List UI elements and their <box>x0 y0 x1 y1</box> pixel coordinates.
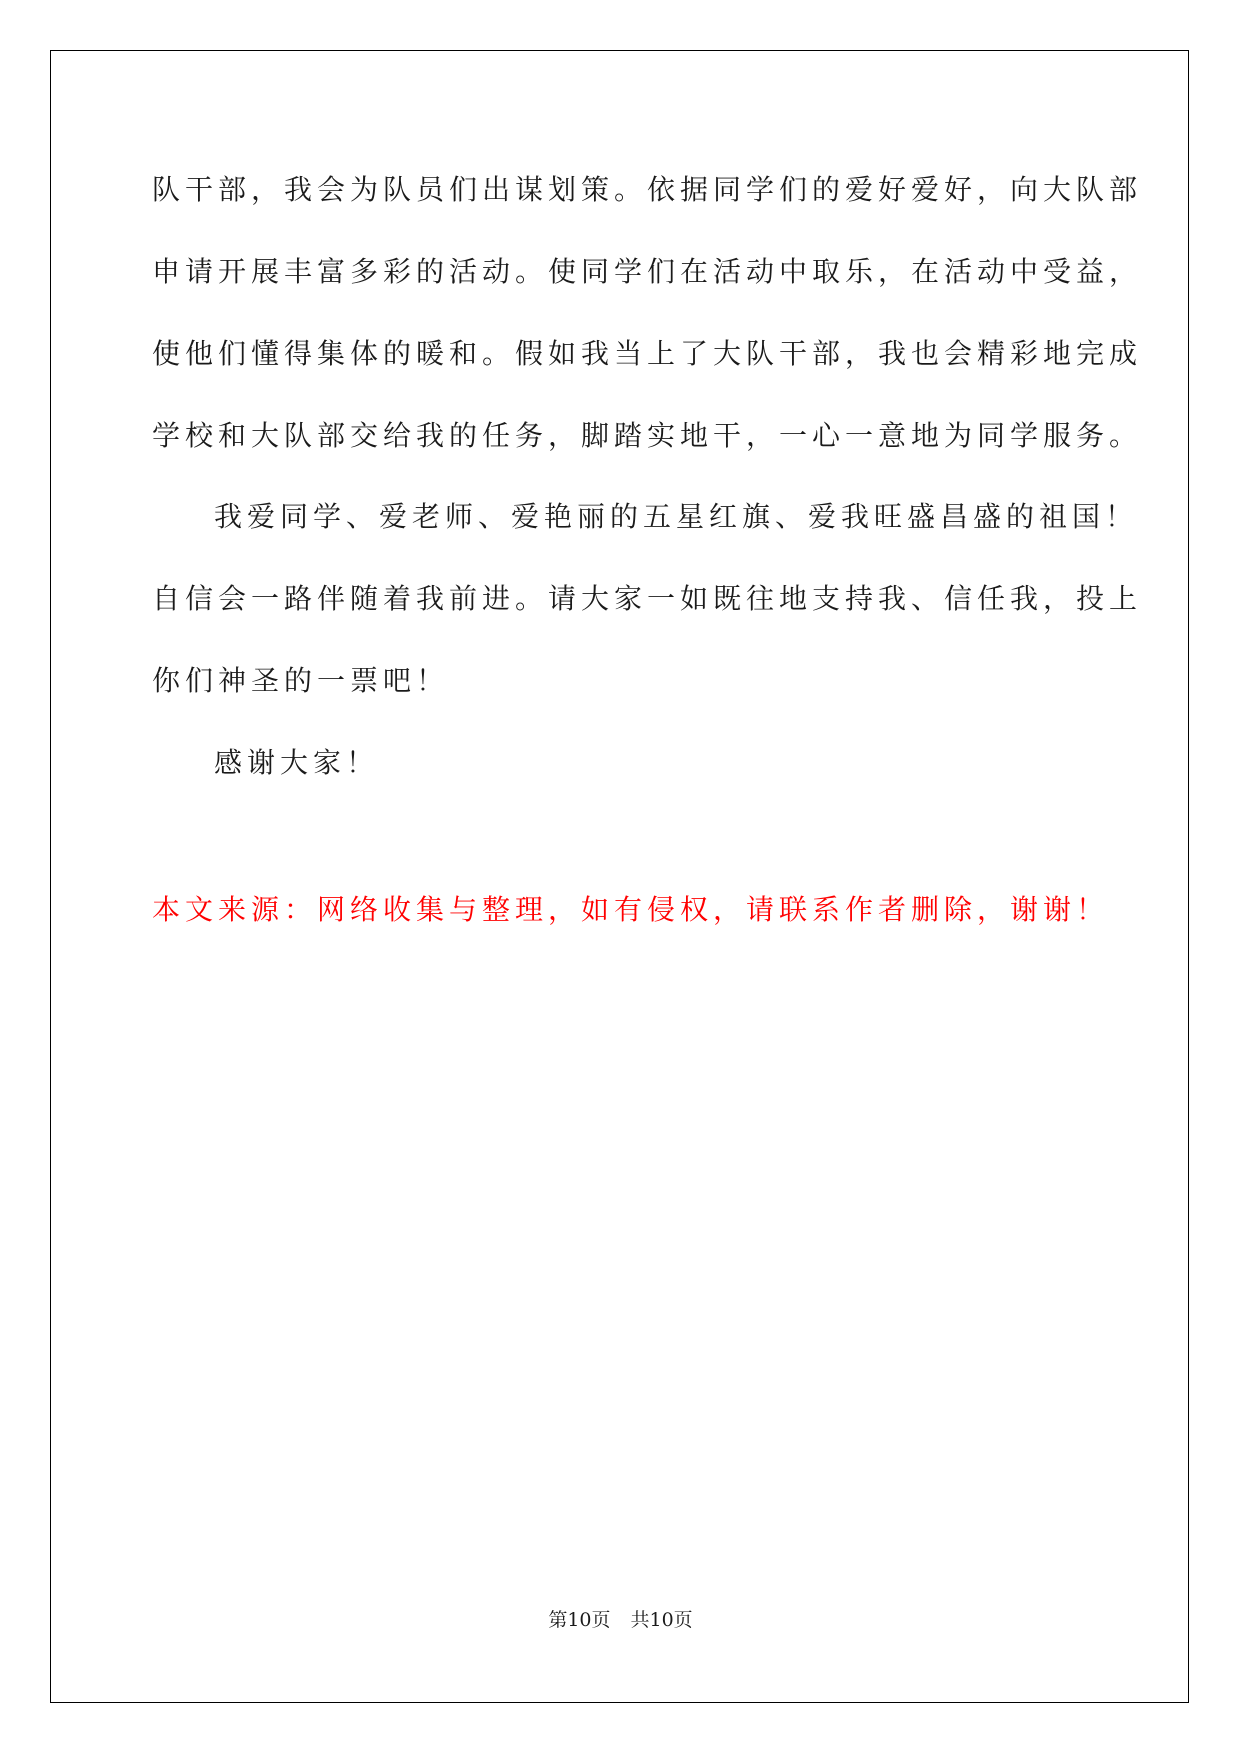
source-note: 本文来源：网络收集与整理，如有侵权，请联系作者删除，谢谢！ <box>152 893 1110 926</box>
body-line: 你们神圣的一票吧！ <box>152 664 450 697</box>
page-total: 共10页 <box>630 1609 693 1631</box>
body-line: 使他们懂得集体的暖和。假如我当上了大队干部，我也会精彩地完成 <box>152 337 1143 370</box>
page-footer <box>0 1608 1241 1632</box>
body-line: 感谢大家！ <box>214 746 380 779</box>
page-border <box>50 50 1189 1703</box>
body-line: 申请开展丰富多彩的活动。使同学们在活动中取乐，在活动中受益， <box>152 255 1143 288</box>
body-line: 我爱同学、爱老师、爱艳丽的五星红旗、爱我旺盛昌盛的祖国！ <box>214 500 1139 533</box>
body-line: 队干部，我会为队员们出谋划策。依据同学们的爱好爱好，向大队部 <box>152 173 1143 206</box>
body-line: 自信会一路伴随着我前进。请大家一如既往地支持我、信任我，投上 <box>152 582 1143 615</box>
body-line: 学校和大队部交给我的任务，脚踏实地干，一心一意地为同学服务。 <box>152 419 1143 452</box>
page-number: 第10页 <box>548 1609 611 1631</box>
